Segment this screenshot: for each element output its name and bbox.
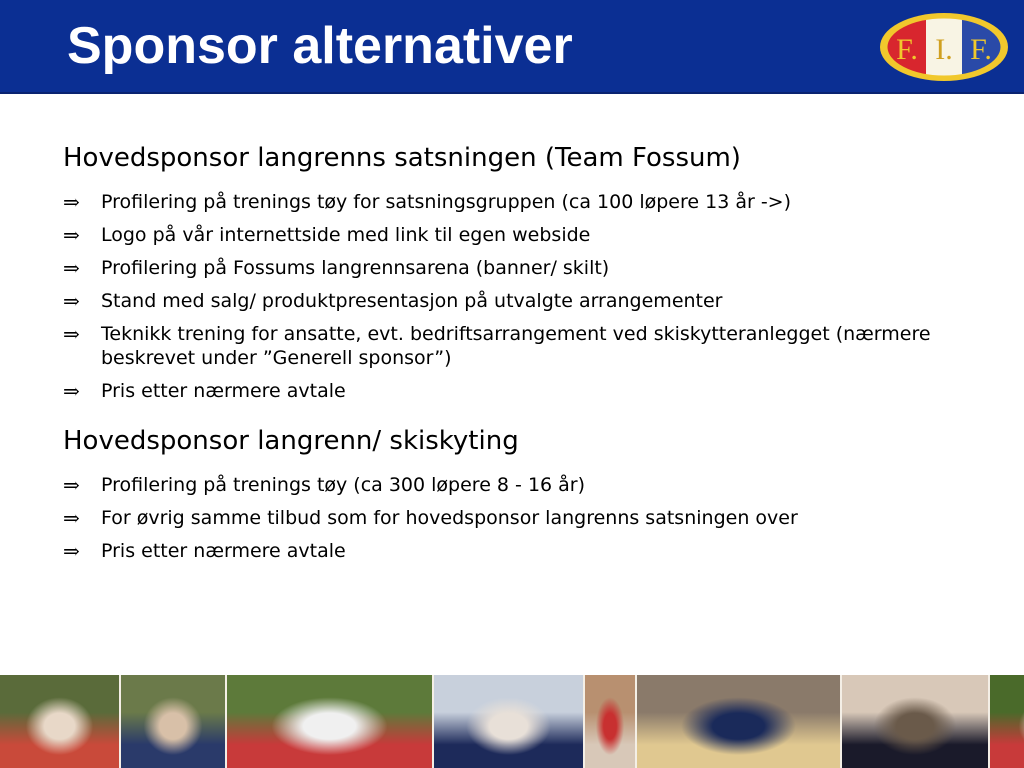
logo-letter-f1: F. — [896, 33, 918, 66]
double-right-arrow-icon: ⇒ — [63, 322, 80, 346]
bullet-text: Logo på vår internettside med link til egen webside — [101, 224, 591, 246]
photo-strip — [0, 675, 1024, 768]
double-right-arrow-icon: ⇒ — [63, 190, 80, 214]
bullet-text: Profilering på Fossums langrennsarena (banner/ skilt) — [101, 257, 610, 279]
photo-skier-poles — [585, 675, 637, 768]
photo-skier-blond — [637, 675, 842, 768]
list-item — [63, 322, 963, 370]
section-heading-team-fossum: Hovedsponsor langrenns satsningen (Team Fossum) — [63, 143, 741, 173]
club-logo — [879, 12, 1009, 82]
double-right-arrow-icon: ⇒ — [63, 289, 80, 313]
list-item — [63, 379, 963, 403]
double-right-arrow-icon: ⇒ — [63, 223, 80, 247]
double-right-arrow-icon: ⇒ — [63, 379, 80, 403]
bullet-list-langrenn-skiskyting — [63, 473, 963, 563]
photo-ski-racer-goggles — [434, 675, 585, 768]
slide-content — [63, 140, 963, 572]
bullet-text: Profilering på trenings tøy (ca 300 løpere 8 - 16 år) — [101, 474, 586, 496]
double-right-arrow-icon: ⇒ — [63, 506, 80, 530]
list-item — [63, 473, 963, 497]
photo-runners-field — [227, 675, 434, 768]
photo-football-player — [990, 675, 1024, 768]
list-item — [63, 223, 963, 247]
photo-skier-helmet — [121, 675, 227, 768]
list-item — [63, 289, 963, 313]
bullet-text: For øvrig samme tilbud som for hovedsponsor langrenns satsningen over — [101, 507, 798, 529]
list-item — [63, 506, 963, 530]
list-item — [63, 190, 963, 214]
logo-letter-f2: F. — [970, 33, 992, 66]
double-right-arrow-icon: ⇒ — [63, 539, 80, 563]
logo-letter-i: I. — [935, 33, 953, 66]
bullet-text: Stand med salg/ produktpresentasjon på utvalgte arrangementer — [101, 290, 723, 312]
bullet-text: Pris etter nærmere avtale — [101, 540, 346, 562]
header-bar — [0, 0, 1024, 94]
bullet-list-team-fossum — [63, 190, 963, 403]
list-item — [63, 539, 963, 563]
section-heading-langrenn-skiskyting: Hovedsponsor langrenn/ skiskyting — [63, 426, 519, 456]
double-right-arrow-icon: ⇒ — [63, 256, 80, 280]
list-item — [63, 256, 963, 280]
slide-title: Sponsor alternativer — [67, 17, 573, 75]
double-right-arrow-icon: ⇒ — [63, 473, 80, 497]
bullet-text: Teknikk trening for ansatte, evt. bedriftsarrangement ved skiskytteranlegget (nærmere beskrevet under ”Generell sponsor”) — [101, 323, 931, 369]
photo-biathlete-shooting — [842, 675, 990, 768]
bullet-text: Pris etter nærmere avtale — [101, 380, 346, 402]
bullet-text: Profilering på trenings tøy for satsningsgruppen (ca 100 løpere 13 år ->) — [101, 191, 792, 213]
photo-young-skiers-group — [0, 675, 121, 768]
